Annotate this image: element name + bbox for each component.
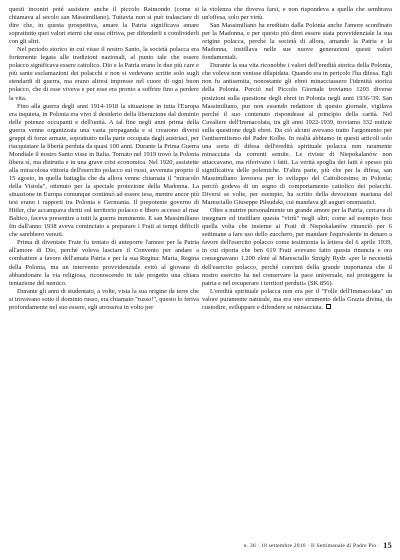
page-number: 15 (383, 540, 392, 550)
paragraph: la violenza che doveva farsi, e non rispondeva a quella che sembrava un'offesa, solo per virtù. (202, 6, 392, 22)
left-column (9, 6, 199, 312)
end-of-article-mark-icon (326, 304, 331, 309)
paragraph-text: L'eredità spirituale polacca non era per il "Folle dell'Immacolata" un valore puramente naturale, ma era uno strumento della Grazia divina, da custodire, sviluppare e difendere se minacciata. (202, 287, 392, 311)
paragraph: questi incontri poté assistere anche il piccolo Raimondo (come si chiamava al secolo san Massimiliano). Tuttavia non si può tralasciare di dire che, in questa prospettiva, amare la Patria significava amare soprattutto quei valori eterni che essa offriva, per difenderli e condividerli con gli altri. (9, 6, 199, 46)
issue-info: n. 36 · 18 settembre 2016 · Il Settimanale di Padre Pio · (243, 543, 381, 549)
paragraph: Oltre a nutrire personalmente un grande amore per la Patria, cercava di insegnare ed instillare questa "virtù" negli altri; come ad esempio fece quella volta che insieme ai Frati di Niepokalanów rinunciò per 6 settimane a fare uso dello zucchero, per mandare l'equivalente in denaro a favore dell'esercito polacco come testimonia la lettera del 6 aprile 1939, in cui riporta che ben 619 Frati avevano fatto questa rinuncia e ora consegnavano 1.200 zloté al Maresciallo Śmigły Rydz «per le necessità dell'esercito polacco, perché convinti della grande importanza che il nostro esercito ha nel conservare la pace universale, nel proteggere la patria e nel recuperare i territori perduti» (SK 856). (202, 207, 392, 287)
paragraph: Durante gli anni di studentato, a volte, vista la sua origine da terre che si trovavano sotto il dominio russo, era chiamato "russo!", questo lo feriva profondamente nel suo essere, egli arrossiva in volto per (9, 287, 199, 311)
paragraph: Durante la sua vita riconobbe i valori dell'eredità storica della Polonia, che voleva non venisse dilapidata. Quando era in pericolo l'ha difesa. Egli non fu antisemita, nonostante gli ebrei minacciassero l'identità storica della Polonia. Perciò nel Piccolo Giornale troviamo 1203 diverse posizioni sulla questione degli ebrei in Polonia negli anni 1936-'39. San Massimiliano, pur non essendo redattore di questo giornale, vigilava perché il suo contenuto rispondesse al principio della carità. Nel Cavaliere dell'Immacolata, tra gli anni 1922-1939, troviamo 332 notizie sulla questione degli ebrei. Da ciò alcuni avevano tratto l'argomento per l'antisemitismo del Padre Kolbe. In realtà abbiamo in questi articoli solo una sorta di difesa dell'eredità spirituale polacca non raramente minacciata da correnti semite. Le riviste di Niepokalanów non attaccavano, ma riferivano i fatti. La verità spoglia dei fatti è spesso più significativa delle polemiche. D'altra parte, più che per la difesa, san Massimiliano lavorava per lo sviluppo del Cattolicesimo in Polonia; perciò godeva di un segno di comportamento cattolico dei polacchi. Diversi se volte, per esempio, ha scritto della devozione mariana del Maresciallo Giuseppe Piłsudski, cui mandava gli auguri onomastici. (202, 62, 392, 207)
page-footer (0, 540, 392, 552)
paragraph: San Massimiliano ha ereditato dalla Polonia anche l'amore sconfinato per la Madonna, e per questo più direi essere stata provvidenziale la sua origine polacca, perché la società di allora, amando la Patria e la Madonna, instillava nelle sue nuove generazioni questi valori fondamentali. (202, 22, 392, 62)
right-column (202, 6, 392, 312)
paragraph (202, 288, 392, 312)
paragraph: Prima di diventare Frate fu tentato di anteporre l'amore per la Patria all'amore di Dio, perché voleva lasciare il Convento per andare a combattere a favore dell'amata Patria e per la sua Regina: Maria, Regina della Polonia, ma un intervento provvidenziale evitò al giovane di abbandonare la via religiosa, riconoscendo in tale progetto una chiara tentazione del nemico. (9, 239, 199, 287)
paragraph: Nel periodo storico in cui visse il nostro Santo, la società polacca era fortemente legata alle tradizioni nazionali, al punto tale che essere polacco significava essere cattolico. Dio e la Patria erano le due più care e più sante esclamazioni dei polacchi e non si vedevano scritte solo sugli stendardi di guerra, ma erano altresì impresse nel cuore di ogni buon polacco, che di esse viveva e per esse era pronto a soffrire fino a perdere la vita. (9, 46, 199, 102)
paragraph: Fino alla guerra degli anni 1914-1918 la situazione in tutta l'Europa era inquieta, in Polonia era vivo il desiderio della liberazione dal dominio delle potenze occupanti e dell'unità. A tal fine negli anni prima della guerra venne organizzata una vasta propaganda e si crearono diversi gruppi di forze armate, soprattutto nella parte occupata dagli austriaci, per riacquistare la libertà perduta da quasi 100 anni. Durante la Prima Guerra Mondiale il nostro Santo visse in Italia. Tornato nel 1919 trovò la Polonia libera sì, ma distrutta e in una grave crisi economica. Nel 1920, assistette alla miracolosa vittoria dell'esercito polacco sui russi, avvenuta proprio il 15 agosto, in quella battaglia che da allora venne chiamata il "miracolo della Vistola", ottenuto per la speciale protezione della Madonna. La situazione in Europa comunque continuò ad essere tesa, mentre ancor più tesi erano i rapporti tra Polonia e Germania. Il prepotente governo di Hitler, che accampava diritti sul territorio polacco e libero accesso al mar Baltico, faceva presentire a tutti la guerra imminente. E san Massimiliano fin dall'anno 1938 aveva cominciato a preparare i Frati ai tempi difficili che sarebbero venuti. (9, 102, 199, 239)
